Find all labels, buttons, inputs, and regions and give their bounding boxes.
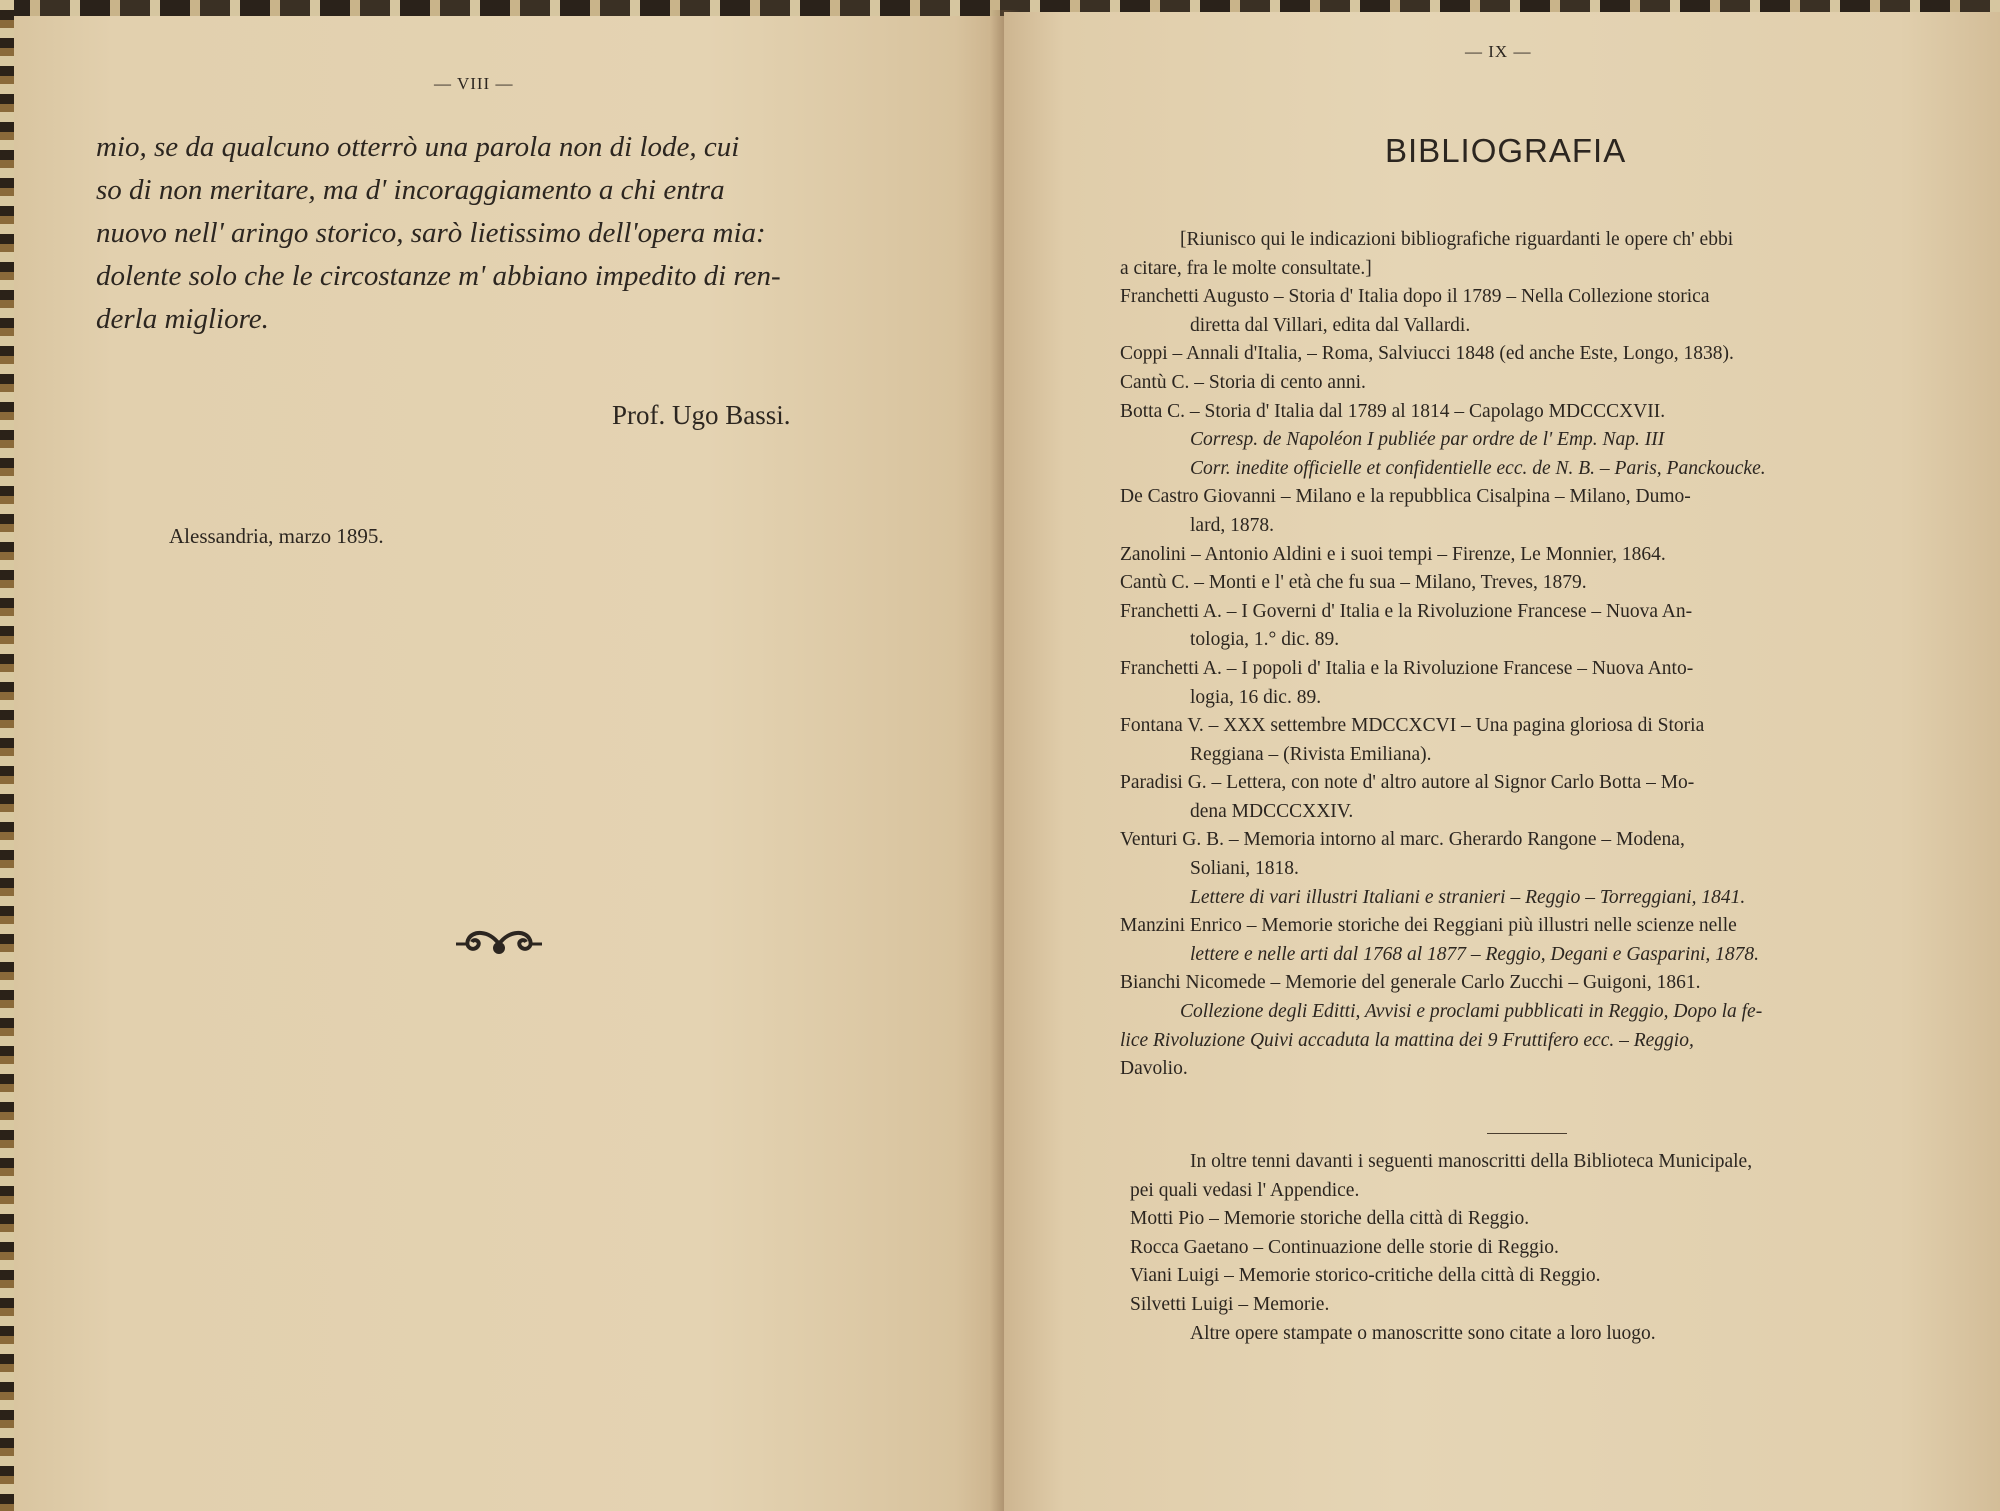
manuscript-line: Silvetti Luigi – Memorie. <box>1130 1293 1330 1315</box>
text-line: derla migliore. <box>96 303 269 335</box>
fleuron-ornament-icon <box>454 926 544 962</box>
manuscript-line: In oltre tenni davanti i seguenti manoscritti della Biblioteca Municipale, <box>1190 1151 1753 1172</box>
bibliography-line: dena MDCCCXXIV. <box>1190 800 1354 822</box>
bibliography-line: Bianchi Nicomede – Memorie del generale Carlo Zucchi – Guigoni, 1861. <box>1120 972 1701 994</box>
bibliography-line: Botta C. – Storia d' Italia dal 1789 al 1814 – Capolago MDCCCXVII. <box>1120 400 1666 422</box>
manuscript-line: Motti Pio – Memorie storiche della città di Reggio. <box>1130 1208 1530 1230</box>
bibliography-line: Collezione degli Editti, Avvisi e proclami pubblicati in Reggio, Dopo la fe- <box>1180 1001 1763 1023</box>
manuscript-line: Viani Luigi – Memorie storico-critiche della città di Reggio. <box>1130 1265 1601 1287</box>
bibliography-line: [Riunisco qui le indicazioni bibliografiche riguardanti le opere ch' ebbi <box>1180 229 1734 250</box>
manuscript-line: Rocca Gaetano – Continuazione delle storie di Reggio. <box>1130 1236 1559 1258</box>
section-divider <box>1487 1133 1567 1134</box>
section-title: BIBLIOGRAFIA <box>1385 132 1627 169</box>
bibliography-line: Cantù C. – Storia di cento anni. <box>1120 371 1366 393</box>
bibliography-line: lettere e nelle arti dal 1768 al 1877 – Reggio, Degani e Gasparini, 1878. <box>1190 943 1760 965</box>
bibliography-line: Cantù C. – Monti e l' età che fu sua – Milano, Treves, 1879. <box>1120 572 1587 594</box>
text-line: nuovo nell' aringo storico, sarò lietissimo dell'opera mia: <box>96 217 766 249</box>
bibliography-line: lard, 1878. <box>1190 514 1274 536</box>
author-signature: Prof. Ugo Bassi. <box>612 400 791 430</box>
bibliography-line: Zanolini – Antonio Aldini e i suoi tempi – Firenze, Le Monnier, 1864. <box>1120 543 1666 565</box>
text-line: so di non meritare, ma d' incoraggiamento a chi entra <box>96 174 725 206</box>
bibliography-line: Reggiana – (Rivista Emiliana). <box>1190 743 1432 765</box>
bibliography-line: Coppi – Annali d'Italia, – Roma, Salviucci 1848 (ed anche Este, Longo, 1838). <box>1120 343 1734 365</box>
bibliography-list <box>1120 226 1920 1084</box>
page-number-right: — IX — <box>1465 42 1532 61</box>
manuscript-line: Altre opere stampate o manoscritte sono citate a loro luogo. <box>1190 1322 1656 1344</box>
bibliography-line: Davolio. <box>1120 1058 1188 1080</box>
place-date: Alessandria, marzo 1895. <box>169 524 384 548</box>
bibliography-line: De Castro Giovanni – Milano e la repubblica Cisalpina – Milano, Dumo- <box>1120 486 1691 508</box>
bibliography-line: Franchetti A. – I Governi d' Italia e la Rivoluzione Francese – Nuova An- <box>1120 600 1693 622</box>
bibliography-line: Venturi G. B. – Memoria intorno al marc. Gherardo Rangone – Modena, <box>1120 829 1685 851</box>
page-number-left: — VIII — <box>434 74 514 93</box>
bibliography-line: Corr. inedite officielle et confidentielle ecc. de N. B. – Paris, Panckoucke. <box>1190 457 1766 479</box>
manuscript-line: pei quali vedasi l' Appendice. <box>1130 1179 1360 1201</box>
bibliography-line: logia, 16 dic. 89. <box>1190 686 1322 708</box>
text-line: dolente solo che le circostanze m' abbiano impedito di ren- <box>96 260 781 292</box>
bibliography-line: Corresp. de Napoléon I publiée par ordre de l' Emp. Nap. III <box>1190 429 1665 451</box>
bibliography-line: diretta dal Villari, edita dal Vallardi. <box>1190 314 1471 336</box>
bibliography-line: lice Rivoluzione Quivi accaduta la mattina dei 9 Fruttifero ecc. – Reggio, <box>1120 1029 1694 1051</box>
bibliography-line: Paradisi G. – Lettera, con note d' altro autore al Signor Carlo Botta – Mo- <box>1120 772 1695 794</box>
bibliography-line: tologia, 1.° dic. 89. <box>1190 629 1340 651</box>
bibliography-line: Manzini Enrico – Memorie storiche dei Reggiani più illustri nelle scienze nelle <box>1120 915 1737 937</box>
bibliography-line: Lettere di vari illustri Italiani e stranieri – Reggio – Torreggiani, 1841. <box>1190 886 1746 908</box>
bibliography-line: Fontana V. – XXX settembre MDCCXCVI – Una pagina gloriosa di Storia <box>1120 715 1705 737</box>
bibliography-line: Franchetti A. – I popoli d' Italia e la Rivoluzione Francese – Nuova Anto- <box>1120 657 1694 679</box>
text-line: mio, se da qualcuno otterrò una parola non di lode, cui <box>96 131 740 163</box>
manuscripts-list <box>1130 1148 1930 1348</box>
book-edge-left <box>0 0 14 1511</box>
bibliography-line: a citare, fra le molte consultate.] <box>1120 257 1372 279</box>
bibliography-line: Franchetti Augusto – Storia d' Italia dopo il 1789 – Nella Collezione storica <box>1120 286 1710 308</box>
bibliography-line: Soliani, 1818. <box>1190 858 1299 880</box>
preface-closing-text <box>96 126 896 341</box>
left-page <box>14 16 1004 1511</box>
